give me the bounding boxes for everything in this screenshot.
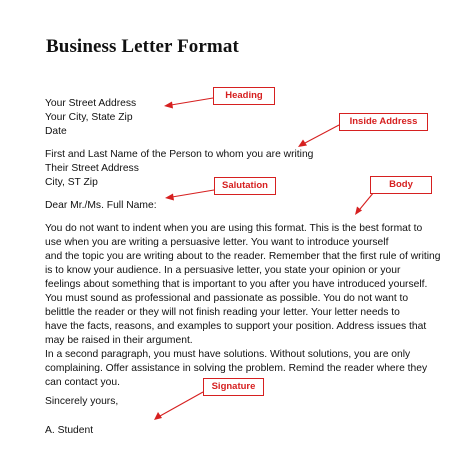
- body-line: can contact you.: [45, 377, 120, 388]
- callout-signature: Signature: [203, 378, 264, 396]
- body-line: You do not want to indent when you are using this format. This is the best format to: [45, 223, 423, 234]
- body-line: feelings about something that is important to you after you have introduced yourself.: [45, 279, 428, 290]
- heading-arrow: [164, 98, 213, 109]
- body-line: In a second paragraph, you must have solutions. Without solutions, you are only: [45, 349, 411, 360]
- inside-address-arrow: [298, 125, 339, 147]
- callout-salutation: Salutation: [214, 177, 276, 195]
- heading-line-city: Your City, State Zip: [45, 112, 133, 123]
- closing-line: Sincerely yours,: [45, 396, 119, 407]
- callout-heading: Heading: [213, 87, 275, 105]
- inside-address-line-name: First and Last Name of the Person to whom you are writing: [45, 149, 314, 160]
- body-line: complaining. Offer assistance in solving the problem. Remind the reader where they: [45, 363, 428, 374]
- body-arrow: [355, 192, 374, 215]
- signature-arrow: [154, 392, 203, 420]
- callout-body: Body: [370, 176, 432, 194]
- body-line: is to know your audience. In a persuasive letter, you state your opinion or your: [45, 265, 401, 276]
- heading-line-street: Your Street Address: [45, 98, 137, 109]
- callout-inside-address: Inside Address: [339, 113, 428, 131]
- body-line: and the topic you are writing about to the reader. Remember that the first rule of writing: [45, 251, 441, 262]
- body-line: belittle the reader or they will not finish reading your letter. Your letter needs to: [45, 307, 400, 318]
- salutation-arrow: [165, 190, 214, 201]
- heading-line-date: Date: [45, 126, 67, 137]
- salutation-line: Dear Mr./Ms. Full Name:: [45, 200, 157, 211]
- body-line: You must sound as professional and passionate as possible. You do not want to: [45, 293, 409, 304]
- body-line: may be raised in their argument.: [45, 335, 193, 346]
- body-line: use when you are writing a persuasive letter. You want to introduce yourself: [45, 237, 389, 248]
- body-line: have the facts, reasons, and examples to support your position. Address issues that: [45, 321, 427, 332]
- inside-address-line-street: Their Street Address: [45, 163, 139, 174]
- signature-line: A. Student: [45, 425, 94, 436]
- document-title: Business Letter Format: [46, 36, 239, 57]
- inside-address-line-city: City, ST Zip: [45, 177, 98, 188]
